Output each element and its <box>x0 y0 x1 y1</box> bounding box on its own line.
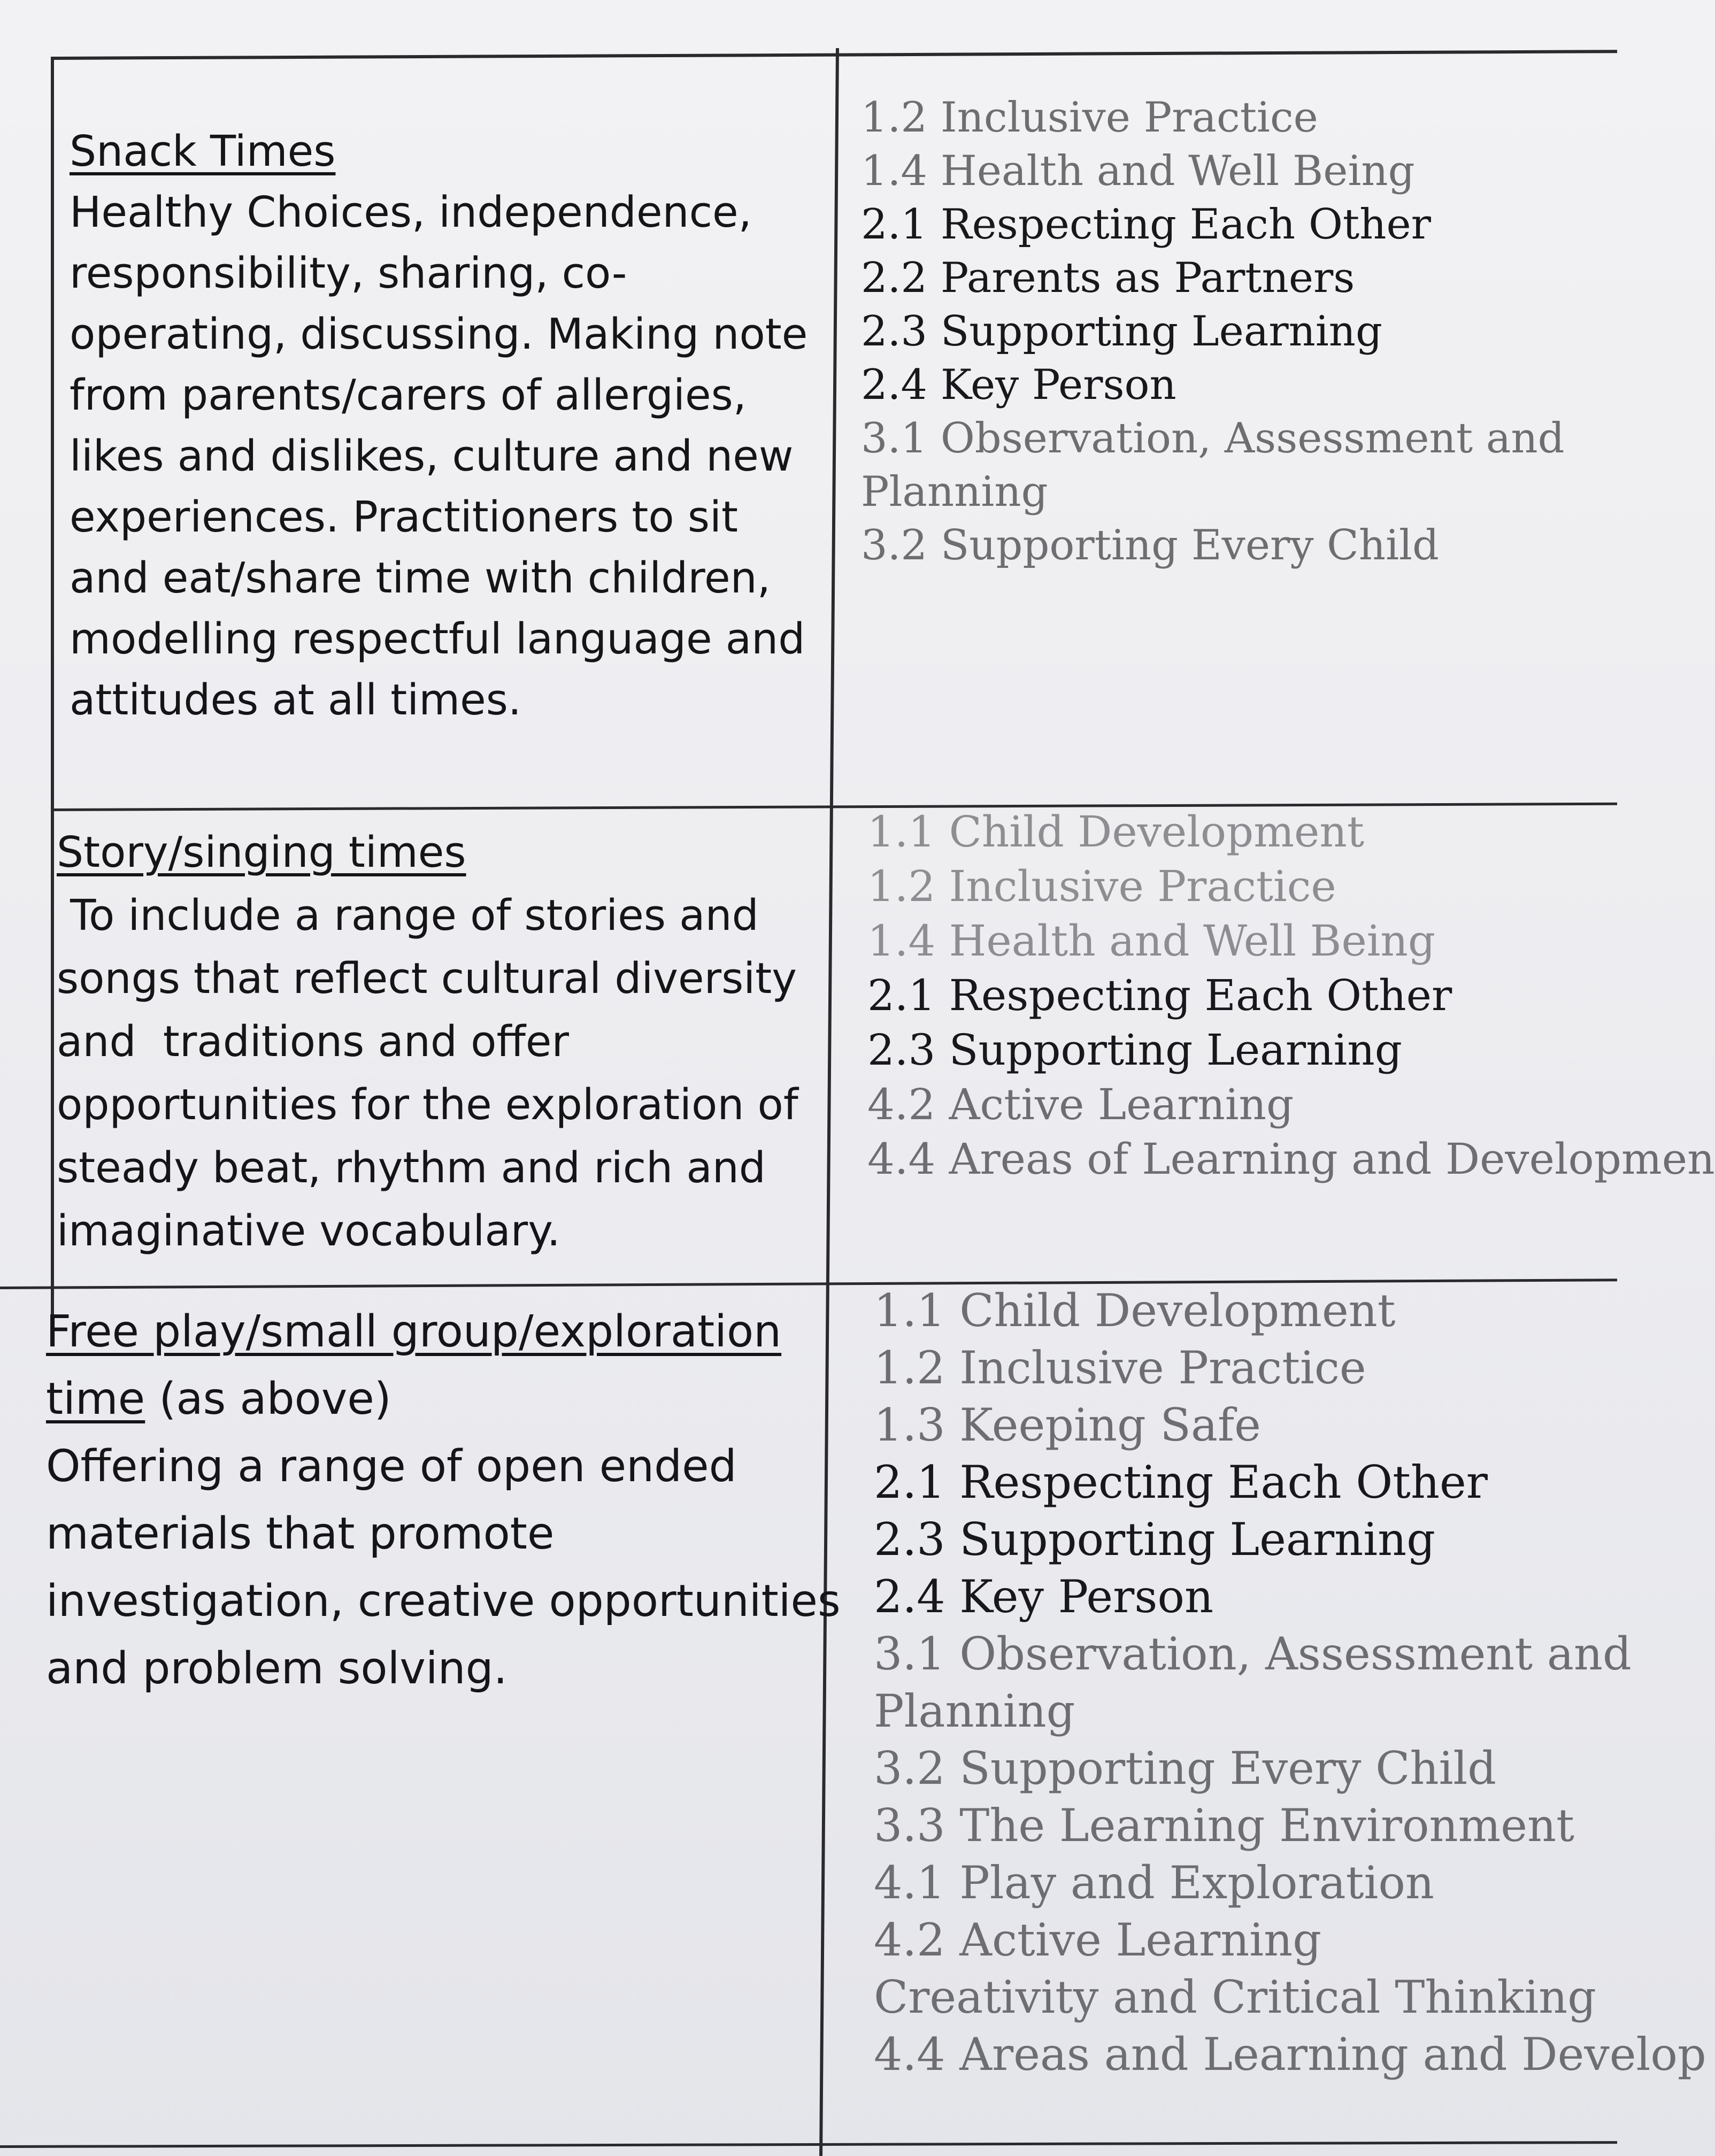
activity-text-line: imaginative vocabulary. <box>57 1206 560 1256</box>
table-left-border <box>51 58 54 1346</box>
reference-item: 3.1 Observation, Assessment and <box>861 414 1565 463</box>
reference-item: Creativity and Critical Thinking <box>874 1971 1597 2023</box>
activity-text-line: songs that reflect cultural diversity <box>57 954 797 1003</box>
reference-item: 2.4 Key Person <box>874 1570 1214 1623</box>
activity-text-line: responsibility, sharing, co- <box>70 249 627 298</box>
activity-text-line: modelling respectful language and <box>70 614 805 664</box>
reference-item: 3.1 Observation, Assessment and <box>874 1628 1632 1680</box>
reference-item: 2.3 Supporting Learning <box>861 307 1382 356</box>
activity-text-line: and problem solving. <box>46 1643 507 1694</box>
reference-item: 1.1 Child Development <box>867 807 1365 857</box>
activity-text-line: from parents/carers of allergies, <box>70 371 747 420</box>
activity-text-line: Offering a range of open ended <box>46 1441 737 1492</box>
reference-item: 1.2 Inclusive Practice <box>867 861 1336 911</box>
table-top-border <box>51 50 1617 60</box>
reference-item: 4.4 Areas and Learning and Develop <box>874 2028 1706 2081</box>
activity-title: Free play/small group/exploration <box>46 1306 782 1357</box>
activity-cell-story-singing <box>57 821 798 1262</box>
reference-item: Planning <box>874 1685 1075 1737</box>
column-divider <box>819 48 839 2156</box>
reference-item: 1.3 Keeping Safe <box>874 1399 1261 1451</box>
activity-text-line: investigation, creative opportunities <box>46 1576 841 1627</box>
activity-title-continued: time <box>46 1374 145 1424</box>
activity-text-line: and traditions and offer <box>57 1017 569 1066</box>
reference-item: 1.2 Inclusive Practice <box>874 1342 1366 1394</box>
activity-text-line: To include a range of stories and <box>57 891 759 940</box>
reference-item: 4.2 Active Learning <box>867 1080 1294 1129</box>
reference-item: 2.1 Respecting Each Other <box>861 201 1431 249</box>
reference-item: 2.1 Respecting Each Other <box>874 1456 1488 1508</box>
reference-item: 1.4 Health and Well Being <box>867 916 1436 966</box>
activity-text-line: experiences. Practitioners to sit <box>70 492 738 542</box>
reference-item: 2.3 Supporting Learning <box>867 1025 1402 1075</box>
reference-item: 2.1 Respecting Each Other <box>867 971 1452 1020</box>
reference-list-story-singing <box>867 805 1715 1187</box>
activity-text-line: steady beat, rhythm and rich and <box>57 1143 766 1192</box>
reference-item: 3.2 Supporting Every Child <box>874 1742 1497 1795</box>
reference-item: 2.3 Supporting Learning <box>874 1513 1435 1566</box>
reference-item: 3.3 The Learning Environment <box>874 1799 1574 1852</box>
activity-cell-free-play <box>46 1298 841 1703</box>
activity-text-line: and eat/share time with children, <box>70 553 771 603</box>
activity-cell-snack-times <box>70 121 807 730</box>
reference-item: 2.2 Parents as Partners <box>861 254 1355 302</box>
reference-item: 4.2 Active Learning <box>874 1914 1322 1966</box>
reference-item: 1.2 Inclusive Practice <box>861 94 1318 142</box>
activity-text-line: Healthy Choices, independence, <box>70 188 752 237</box>
activity-title: Story/singing times <box>57 828 466 877</box>
activity-text-line: opportunities for the exploration of <box>57 1080 798 1129</box>
activity-text-line: likes and dislikes, culture and new <box>70 432 794 481</box>
reference-item: 4.1 Play and Exploration <box>874 1857 1434 1909</box>
reference-list-snack-times <box>861 91 1565 572</box>
reference-item: 1.1 Child Development <box>874 1284 1396 1337</box>
reference-list-free-play <box>874 1282 1706 2083</box>
reference-item: 1.4 Health and Well Being <box>861 147 1415 195</box>
reference-item: 2.4 Key Person <box>861 361 1176 409</box>
reference-item: Planning <box>861 468 1048 516</box>
activity-title-suffix: (as above) <box>145 1374 391 1424</box>
reference-item: 3.2 Supporting Every Child <box>861 521 1439 569</box>
table-bottom-border <box>0 2141 1617 2148</box>
activity-text-line: operating, discussing. Making note <box>70 310 808 359</box>
reference-item: 4.4 Areas of Learning and Developmen <box>867 1134 1715 1184</box>
activity-text-line: attitudes at all times. <box>70 675 522 725</box>
activity-title: Snack Times <box>70 127 336 176</box>
activity-text-line: materials that promote <box>46 1508 555 1559</box>
